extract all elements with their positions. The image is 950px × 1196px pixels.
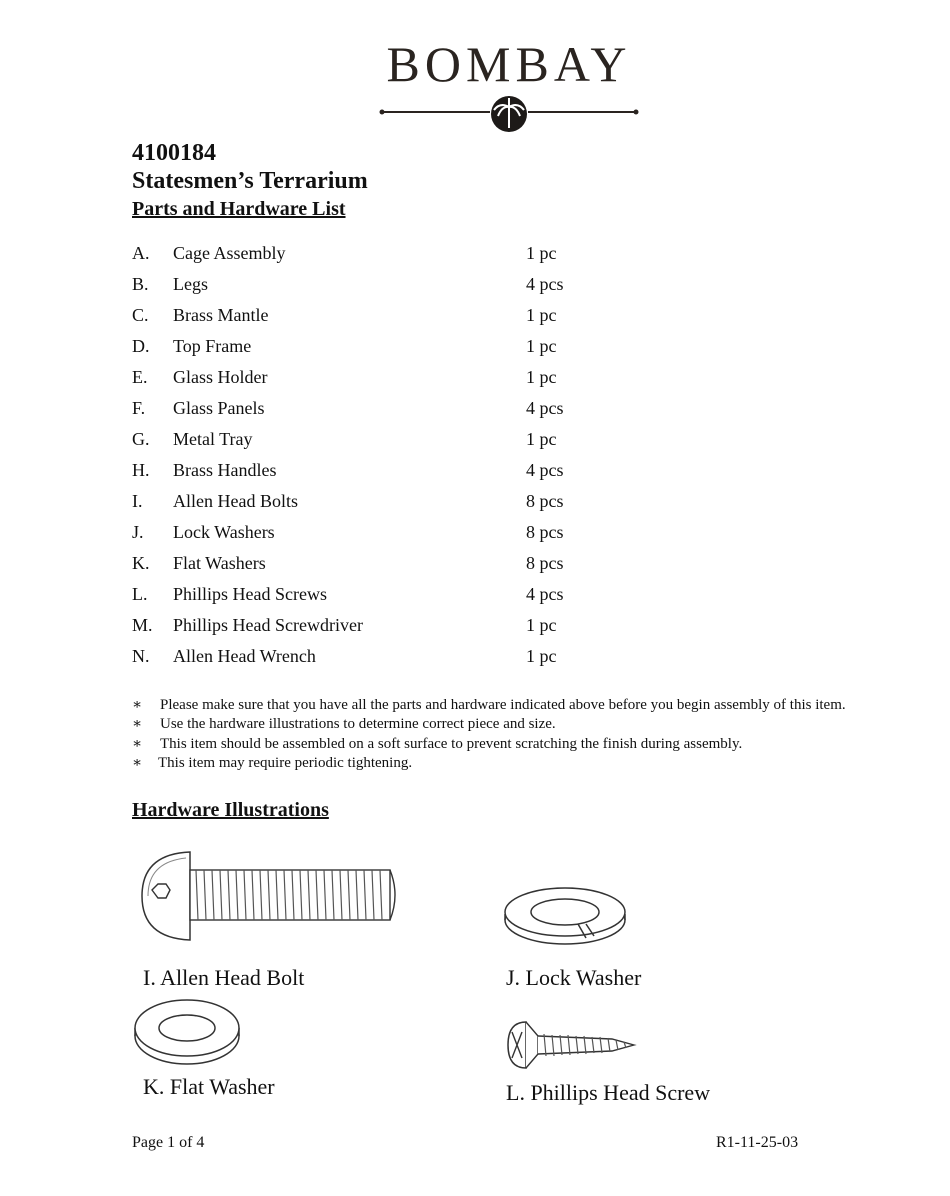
part-quantity: 1 pc	[526, 646, 557, 666]
part-letter: B.	[132, 274, 149, 294]
part-quantity: 8 pcs	[526, 522, 564, 542]
part-letter: K.	[132, 553, 150, 573]
part-name: Top Frame	[173, 336, 252, 356]
part-letter: L.	[132, 584, 148, 604]
brand-name: BOMBAY	[386, 36, 632, 92]
part-quantity: 4 pcs	[526, 398, 564, 418]
brand-logo	[378, 34, 640, 134]
part-quantity: 1 pc	[526, 305, 557, 325]
list-item	[132, 240, 692, 271]
list-item	[132, 457, 692, 488]
part-letter: M.	[132, 615, 153, 635]
part-name: Legs	[173, 274, 208, 294]
part-name: Glass Panels	[173, 398, 265, 418]
list-item	[132, 426, 692, 457]
part-name: Brass Handles	[173, 460, 277, 480]
part-letter: C.	[132, 305, 149, 325]
part-name: Phillips Head Screwdriver	[173, 615, 363, 635]
part-quantity: 1 pc	[526, 243, 557, 263]
illustrations-heading: Hardware Illustrations	[132, 799, 329, 821]
allen-head-bolt-caption: I. Allen Head Bolt	[143, 965, 305, 990]
part-quantity: 4 pcs	[526, 274, 564, 294]
list-item	[132, 612, 692, 643]
note-text: Use the hardware illustrations to determine correct piece and size.	[160, 716, 556, 733]
bullet-icon: ∗	[132, 697, 143, 713]
part-letter: N.	[132, 646, 150, 666]
list-item	[132, 302, 692, 333]
parts-list	[132, 240, 692, 674]
list-item	[132, 519, 692, 550]
part-quantity: 8 pcs	[526, 491, 564, 511]
part-name: Metal Tray	[173, 429, 253, 449]
part-letter: D.	[132, 336, 150, 356]
part-quantity: 1 pc	[526, 429, 557, 449]
note-item	[132, 735, 892, 754]
note-item	[132, 696, 892, 715]
list-item	[132, 643, 692, 674]
document-id: 4100184	[132, 140, 216, 166]
part-quantity: 1 pc	[526, 336, 557, 356]
part-name: Glass Holder	[173, 367, 268, 387]
note-text: This item should be assembled on a soft surface to prevent scratching the finish during assembly.	[160, 735, 743, 752]
list-item	[132, 550, 692, 581]
list-item	[132, 488, 692, 519]
part-name: Allen Head Wrench	[173, 646, 316, 666]
flat-washer-icon	[130, 996, 245, 1068]
part-letter: J.	[132, 522, 144, 542]
note-item	[132, 715, 892, 734]
phillips-head-screw-caption: L. Phillips Head Screw	[506, 1080, 711, 1105]
part-name: Phillips Head Screws	[173, 584, 327, 604]
allen-head-bolt-icon	[132, 846, 407, 946]
part-name: Brass Mantle	[173, 305, 269, 325]
phillips-head-screw-icon	[502, 1018, 638, 1072]
part-letter: H.	[132, 460, 150, 480]
list-item	[132, 271, 692, 302]
document-title: Statesmen’s Terrarium	[132, 168, 368, 194]
part-quantity: 4 pcs	[526, 460, 564, 480]
bullet-icon: ∗	[132, 735, 143, 752]
bullet-icon: ∗	[132, 754, 143, 771]
flat-washer-caption: K. Flat Washer	[143, 1074, 275, 1099]
page-number: Page 1 of 4	[132, 1134, 205, 1151]
list-item	[132, 395, 692, 426]
note-item	[132, 754, 892, 773]
lock-washer-caption: J. Lock Washer	[506, 965, 642, 990]
part-name: Lock Washers	[173, 522, 275, 542]
lock-washer-icon	[500, 880, 630, 950]
parts-heading: Parts and Hardware List	[132, 198, 346, 220]
part-letter: F.	[132, 398, 146, 418]
part-name: Allen Head Bolts	[173, 491, 298, 511]
list-item	[132, 364, 692, 395]
part-letter: I.	[132, 491, 143, 511]
note-text: Please make sure that you have all the parts and hardware indicated above before you begin assembly of this item.	[160, 697, 846, 713]
list-item	[132, 581, 692, 612]
part-quantity: 1 pc	[526, 367, 557, 387]
bullet-icon: ∗	[132, 716, 143, 733]
part-letter: E.	[132, 367, 148, 387]
revision-code: R1-11-25-03	[716, 1134, 799, 1151]
palm-tree-icon	[378, 94, 640, 134]
part-quantity: 1 pc	[526, 615, 557, 635]
note-text: This item may require periodic tightening.	[158, 754, 413, 771]
part-letter: G.	[132, 429, 150, 449]
assembly-notes	[132, 696, 892, 773]
part-quantity: 4 pcs	[526, 584, 564, 604]
part-letter: A.	[132, 243, 150, 263]
part-quantity: 8 pcs	[526, 553, 564, 573]
part-name: Cage Assembly	[173, 243, 286, 263]
part-name: Flat Washers	[173, 553, 266, 573]
list-item	[132, 333, 692, 364]
